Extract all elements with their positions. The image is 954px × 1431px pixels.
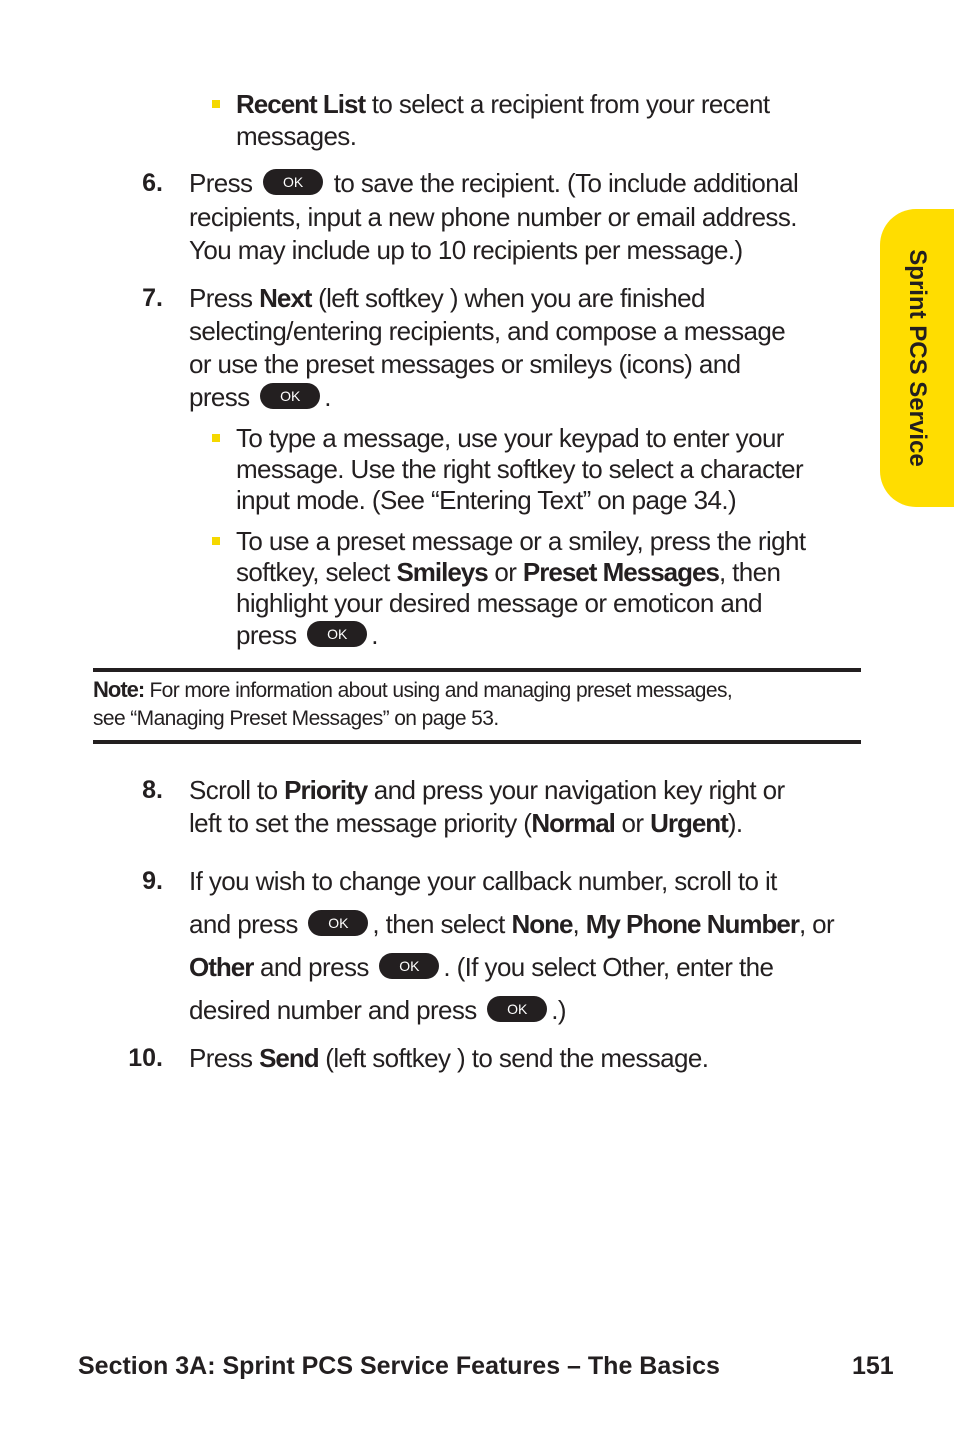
bullet-preset-line-2: softkey, select Smileys or Preset Messages, then — [236, 557, 781, 587]
ok-key-icon: OK — [260, 383, 320, 409]
note-line-1: Note: For more information about using and managing preset messages, — [93, 677, 733, 702]
step-9-line-4: desired number and press OK .) — [189, 995, 566, 1025]
bullet-preset-line-4: press OK . — [236, 620, 378, 650]
bullet-icon — [212, 100, 220, 108]
step-number: 9. — [142, 867, 163, 895]
step-10-line-1: Press Send (left softkey ) to send the message. — [189, 1043, 709, 1073]
step-number: 7. — [142, 284, 163, 312]
note-line-2: see “Managing Preset Messages” on page 53. — [93, 707, 499, 730]
footer-page-number: 151 — [852, 1352, 894, 1380]
bullet-recent-list-cont: messages. — [236, 121, 357, 151]
step-8-line-1: Scroll to Priority and press your navigation key right or — [189, 775, 785, 805]
step-7-line-2: selecting/entering recipients, and compose a message — [189, 316, 786, 346]
step-9-line-2: and press OK , then select None, My Phone Number, or — [189, 909, 835, 939]
step-7-line-4: press OK . — [189, 382, 331, 412]
ok-key-icon: OK — [307, 621, 367, 647]
bullet-preset-line-1: To use a preset message or a smiley, press the right — [236, 526, 806, 556]
bullet-type-line-3: input mode. (See “Entering Text” on page 34.) — [236, 485, 737, 515]
step-6-line-3: You may include up to 10 recipients per message.) — [189, 235, 743, 265]
bullet-recent-list: Recent List to select a recipient from your recent — [236, 89, 770, 119]
section-tab-label: Sprint PCS Service — [904, 249, 931, 467]
step-number: 8. — [142, 776, 163, 804]
step-6-line-1: Press OK to save the recipient. (To include additional — [189, 168, 799, 198]
bullet-preset-line-3: highlight your desired message or emoticon and — [236, 588, 762, 618]
step-number: 6. — [142, 169, 163, 197]
step-number: 10. — [128, 1044, 163, 1072]
step-9-line-1: If you wish to change your callback number, scroll to it — [189, 866, 777, 896]
step-9-line-3: Other and press OK . (If you select Other, enter the — [189, 952, 774, 982]
step-6-line-2: recipients, input a new phone number or email address. — [189, 202, 797, 232]
bullet-icon — [212, 537, 220, 545]
step-7-line-1: Press Next (left softkey ) when you are finished — [189, 283, 705, 313]
step-7-line-3: or use the preset messages or smileys (icons) and — [189, 349, 741, 379]
bullet-type-line-2: message. Use the right softkey to select a character — [236, 454, 804, 484]
bullet-type-line-1: To type a message, use your keypad to enter your — [236, 423, 784, 453]
ok-key-icon: OK — [308, 910, 368, 936]
footer-section-title: Section 3A: Sprint PCS Service Features – The Basics — [78, 1352, 720, 1380]
note-bottom-rule — [93, 740, 861, 744]
ok-key-icon: OK — [263, 169, 323, 195]
bullet-icon — [212, 434, 220, 442]
note-top-rule — [93, 668, 861, 672]
ok-key-icon: OK — [487, 996, 547, 1022]
step-8-line-2: left to set the message priority (Normal or Urgent). — [189, 808, 743, 838]
ok-key-icon: OK — [379, 953, 439, 979]
